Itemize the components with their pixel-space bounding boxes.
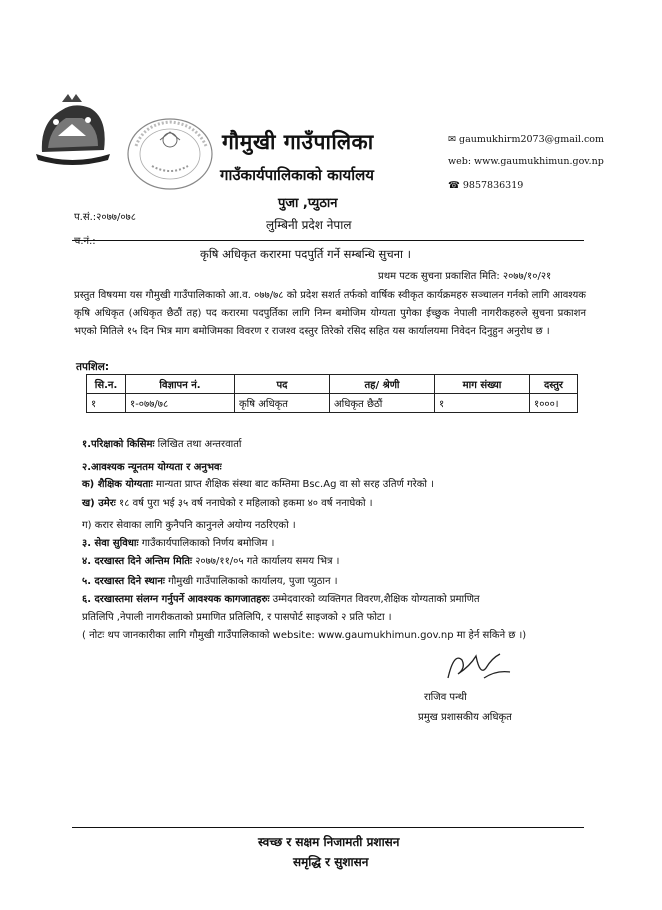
cell-ad-number: १-०७७/७८ (126, 394, 235, 413)
list-item: ५. दरखास्त दिने स्थानः गौमुखी गाउँपालिकाको कार्यालय, पुजा प्युठान । (82, 576, 338, 587)
footer-slogan-1: स्वच्छ र सक्षम निजामती प्रशासन (258, 835, 400, 849)
header-divider (72, 240, 584, 241)
list-item: ( नोटः थप जानकारीका लागि गौमुखी गाउँपालिकाको website: www.gaumukhimun.gov.np मा हेर्न सकिने छ ।) (82, 630, 527, 641)
notice-body: प्रस्तुत विषयमा यस गौमुखी गाउँपालिकाको आ.व. ०७७/७८ को प्रदेश सशर्त तर्फको वार्षिक स्वीकृत कार्यक्रमहरु सञ्चालन गर्नको लागि आवश्यक कृषि अधिकृत (अधिकृत छैठौं तह) पद करारमा पदपुर्तिका लागि निम्न बमोजिम योग्यता पुगेका ईच्छुक नेपाली नागरीकहरुले सुचना प्रकाशन भएको मितिले १५ दिन भित्र माग बमोजिमका विवरण र राजश्व दस्तुर तिरेको रसिद सहित यस कार्यालयमा निवेदन दिनुहुन अनुरोध छ । (74, 290, 586, 337)
email-text[interactable]: gaumukhirm2073@gmail.com (459, 134, 605, 145)
col-fee: दस्तुर (530, 375, 578, 394)
notice-subject: कृषि अधिकृत करारमा पदपुर्ति गर्ने सम्बन्धि सुचना । (200, 247, 412, 261)
list-item: २.आवश्यक न्यूनतम योग्यता र अनुभवः (82, 462, 222, 473)
footer-slogan-2: समृद्धि र सुशासन (293, 855, 369, 869)
municipality-seal (124, 116, 216, 192)
email-contact (448, 134, 604, 145)
dispatch-number: च.नं.: (74, 236, 96, 247)
email-icon: ✉ (448, 134, 456, 145)
cell-fee: १०००। (530, 394, 578, 413)
nepal-emblem-logo (32, 92, 114, 166)
list-item: ग) करार सेवाका लागि कुनैपनि कानुनले अयोग्य नठरिएको । (82, 520, 296, 531)
cell-serial: १ (87, 394, 126, 413)
list-item: ४. दरखास्त दिने अन्तिम मितिः २०७७/११/०५ गते कार्यालय समय भित्र । (82, 556, 340, 567)
signature-mark (440, 648, 520, 692)
table-header-row (87, 375, 578, 394)
positions-table (86, 374, 578, 413)
signatory-name: राजिव पन्थी (424, 692, 467, 703)
phone-text: 9857836319 (462, 180, 524, 191)
list-item: ६. दरखास्तमा संलग्न गर्नुपर्ने आवश्यक कागजातहरुः उम्मेदवारको व्यक्तिगत विवरण,शैक्षिक योग्यताको प्रमाणित (82, 594, 480, 605)
col-ad-number: विज्ञापन नं. (126, 375, 235, 394)
col-level: तह/ श्रेणी (330, 375, 435, 394)
published-date: प्रथम पटक सुचना प्रकाशित मिति: २०७७/१०/२१ (378, 271, 552, 282)
details-label: तपशिल: (76, 361, 110, 373)
table-row (87, 394, 578, 413)
cell-level: अधिकृत छैठौं (330, 394, 435, 413)
list-item: ख) उमेरः १८ वर्ष पुरा भई ३५ वर्ष ननाघेको र महिलाको हकमा ४० वर्ष ननाघेको । (82, 498, 373, 509)
office-province: लुम्बिनी प्रदेश नेपाल (266, 218, 352, 232)
signatory-title: प्रमुख प्रशासकीय अधिकृत (418, 712, 512, 723)
reference-number: प.सं.:२०७७/०७८ (74, 212, 136, 223)
list-item: १.परिक्षाको किसिमः लिखित तथा अन्तरवार्ता (82, 439, 242, 450)
office-subtitle: गाउँकार्यपालिकाको कार्यालय (220, 166, 375, 184)
cell-post: कृषि अधिकृत (235, 394, 330, 413)
col-demand: माग संख्या (435, 375, 530, 394)
office-place: पुजा ,प्युठान (278, 196, 338, 211)
col-serial: सि.न. (87, 375, 126, 394)
phone-contact (448, 180, 523, 191)
office-title: गौमुखी गाउँपालिका (222, 130, 374, 154)
list-item: क) शैक्षिक योग्यताः मान्यता प्राप्त शैक्षिक संस्था बाट कम्तिमा Bsc.Ag वा सो सरह उतिर्ण गरेको । (82, 479, 434, 490)
list-item: ३. सेवा सुविधाः गाउँकार्यपालिकाको निर्णय बमोजिम । (82, 538, 275, 549)
web-contact (448, 156, 604, 167)
footer-divider (72, 827, 584, 828)
web-text[interactable]: web: www.gaumukhimun.gov.np (448, 156, 604, 167)
list-item: प्रतिलिपि ,नेपाली नागरीकताको प्रमाणित प्रतिलिपि, र पासपोर्ट साइजको २ प्रति फोटा । (82, 612, 392, 623)
phone-icon: ☎ (448, 180, 460, 191)
cell-demand: १ (435, 394, 530, 413)
col-post: पद (235, 375, 330, 394)
